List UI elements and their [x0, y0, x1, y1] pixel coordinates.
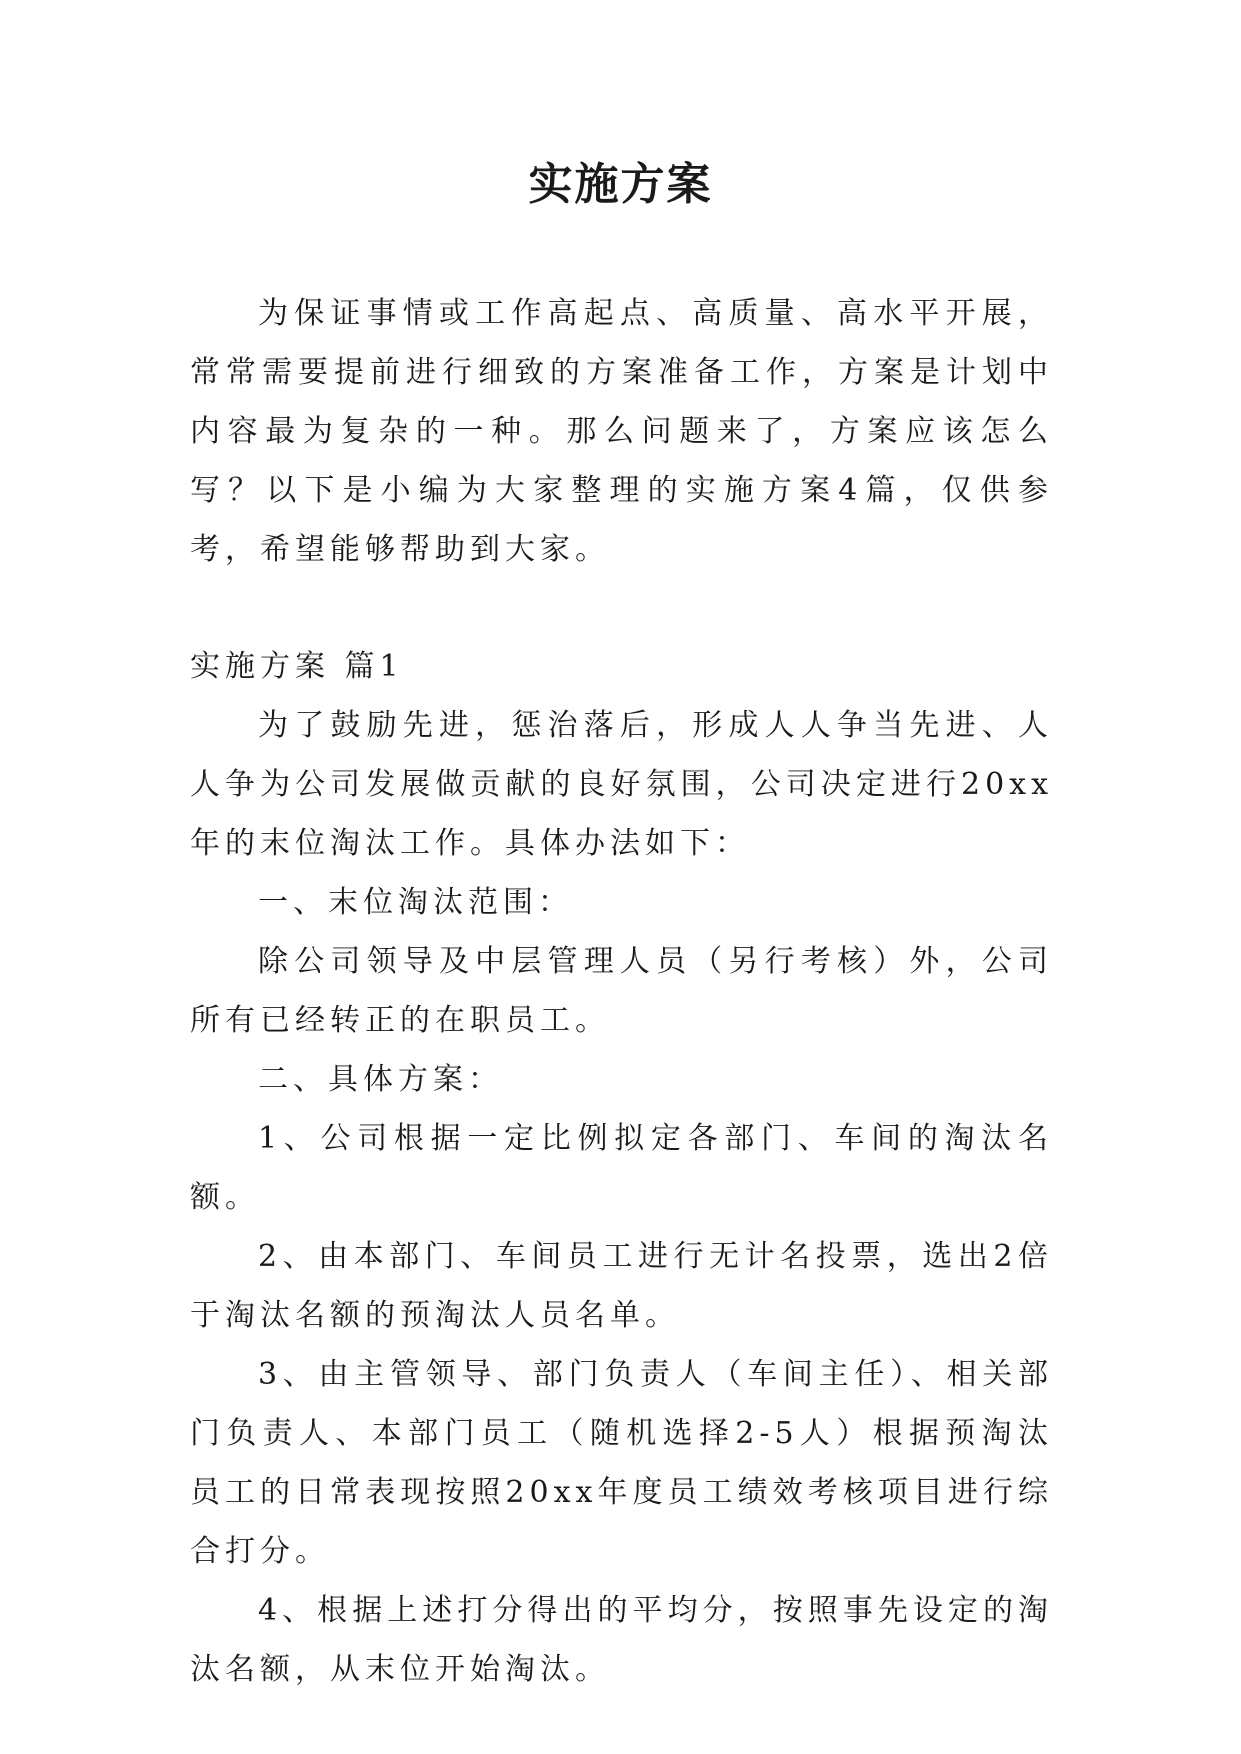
section-heading: 实施方案 篇1 [190, 649, 404, 684]
paragraph-step-2: 2、由本部门、车间员工进行无计名投票，选出2倍于淘汰名额的预淘汰人员名单。 [190, 1239, 1053, 1333]
paragraph-purpose: 为了鼓励先进，惩治落后，形成人人争当先进、人人争为公司发展做贡献的良好氛围，公司决定进行20xx年的末位淘汰工作。具体办法如下： [190, 708, 1053, 861]
paragraph-step-3: 3、由主管领导、部门负责人（车间主任）、相关部门负责人、本部门员工（随机选择2-5人）根据预淘汰员工的日常表现按照20xx年度员工绩效考核项目进行综合打分。 [190, 1357, 1053, 1569]
document-title: 实施方案 [528, 159, 713, 210]
document-body [190, 284, 1053, 1699]
paragraph-step-1: 1、公司根据一定比例拟定各部门、车间的淘汰名额。 [190, 1121, 1053, 1215]
paragraph-scope: 除公司领导及中层管理人员（另行考核）外，公司所有已经转正的在职员工。 [190, 944, 1053, 1038]
paragraph-step-4: 4、根据上述打分得出的平均分，按照事先设定的淘汰名额，从末位开始淘汰。 [190, 1593, 1053, 1687]
paragraph-scope-heading: 一、末位淘汰范围： [258, 885, 573, 920]
intro-paragraph: 为保证事情或工作高起点、高质量、高水平开展，常常需要提前进行细致的方案准备工作，方案是计划中内容最为复杂的一种。那么问题来了，方案应该怎么写？以下是小编为大家整理的实施方案4篇，仅供参考，希望能够帮助到大家。 [190, 296, 1053, 567]
paragraph-plan-heading: 二、具体方案： [258, 1062, 503, 1097]
